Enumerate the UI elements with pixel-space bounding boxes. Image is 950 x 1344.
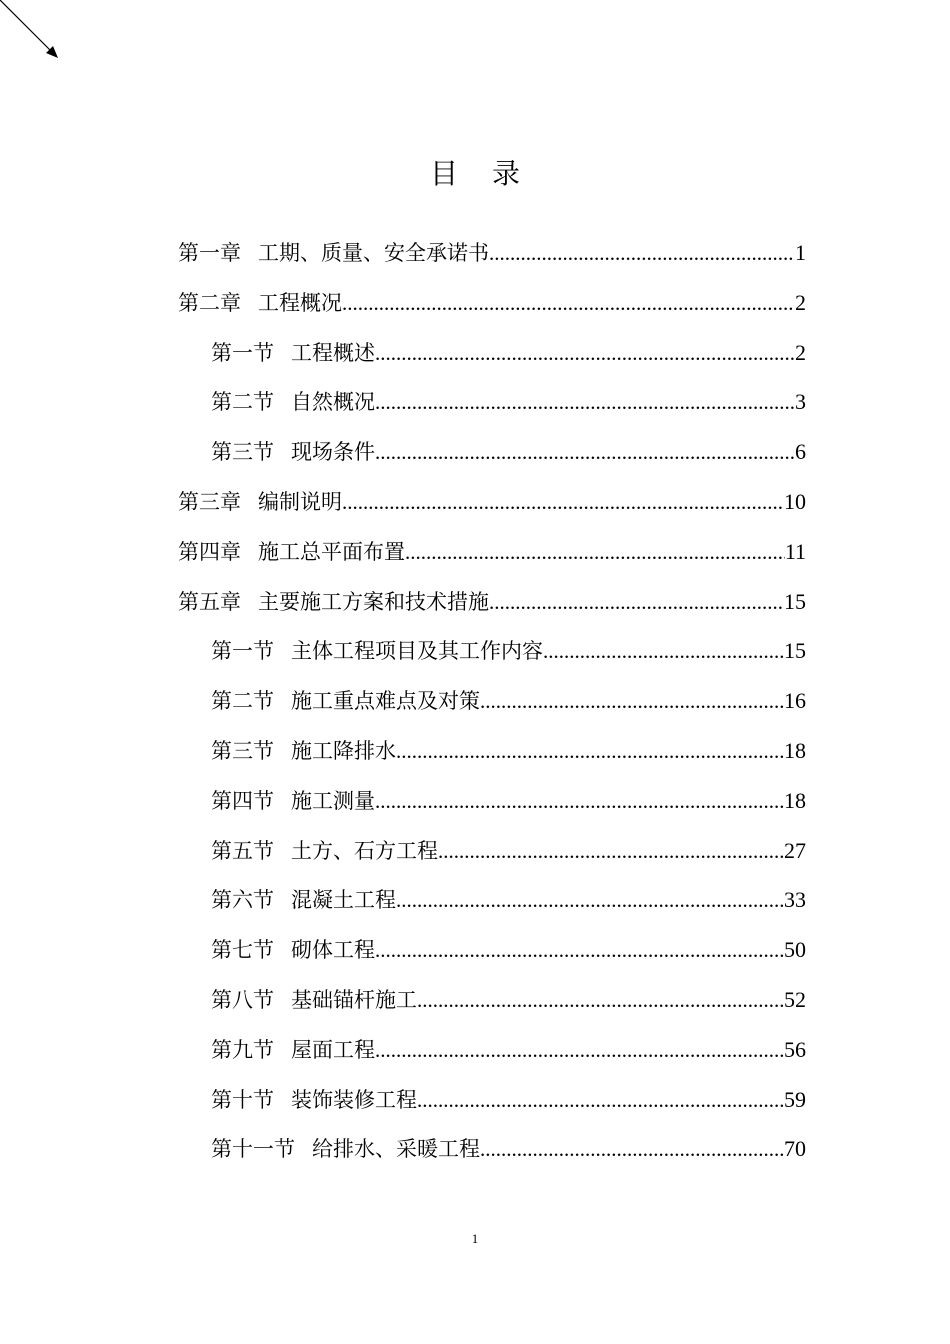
toc-page-number: 1 xyxy=(795,240,806,265)
toc-entry-number: 第十节 xyxy=(211,1087,274,1112)
toc-entry-title: 土方、石方工程 xyxy=(291,838,438,863)
toc-entry-title: 混凝土工程 xyxy=(291,888,396,913)
toc-page-number: 18 xyxy=(784,737,806,763)
toc-leader-dots xyxy=(375,329,795,378)
toc-leader-dots xyxy=(489,578,784,627)
toc-entry-title: 主要施工方案和技术措施 xyxy=(258,589,489,614)
toc-entry-number: 第七节 xyxy=(211,938,274,963)
toc-section-row[interactable] xyxy=(178,726,806,776)
page-title xyxy=(0,150,950,198)
title-char-2: 录 xyxy=(492,157,521,190)
toc-entry-title: 工程概况 xyxy=(258,290,342,315)
toc-page-number: 2 xyxy=(795,289,806,315)
toc-entry-number: 第十一节 xyxy=(211,1137,295,1162)
toc-page-number: 52 xyxy=(784,986,806,1012)
toc-leader-dots xyxy=(480,1125,784,1174)
toc-page-number: 10 xyxy=(784,488,806,514)
toc-leader-dots xyxy=(342,279,795,328)
toc-page-number: 70 xyxy=(784,1136,806,1162)
toc-entry-number: 第五节 xyxy=(211,838,274,863)
toc-page-number: 59 xyxy=(784,1086,806,1112)
toc-page-number: 27 xyxy=(784,837,806,863)
toc-section-row[interactable] xyxy=(178,1124,806,1174)
title-char-1: 目 xyxy=(429,157,458,190)
toc-entry-title: 砌体工程 xyxy=(291,938,375,963)
toc-entry-number: 第三节 xyxy=(211,738,274,763)
toc-section-row[interactable] xyxy=(178,826,806,876)
toc-page-number: 33 xyxy=(784,887,806,913)
toc-leader-dots xyxy=(396,876,784,925)
toc-entry-number: 第四章 xyxy=(178,539,241,564)
toc-page-number: 6 xyxy=(795,439,806,465)
toc-chapter-row[interactable] xyxy=(178,477,806,527)
toc-page-number: 15 xyxy=(784,588,806,614)
toc-entry-title: 给排水、采暖工程 xyxy=(312,1137,480,1162)
toc-section-row[interactable] xyxy=(178,1075,806,1125)
toc-section-row[interactable] xyxy=(178,626,806,676)
toc-entry-number: 第三节 xyxy=(211,440,274,465)
toc-leader-dots xyxy=(438,827,784,876)
toc-page-number: 16 xyxy=(784,688,806,714)
toc-entry-number: 第二章 xyxy=(178,290,241,315)
toc-entry-number: 第六节 xyxy=(211,888,274,913)
toc-entry-title: 屋面工程 xyxy=(291,1037,375,1062)
table-of-contents xyxy=(178,228,806,1174)
toc-leader-dots xyxy=(342,478,784,527)
toc-leader-dots xyxy=(396,727,784,776)
toc-leader-dots xyxy=(375,777,784,826)
toc-section-row[interactable] xyxy=(178,875,806,925)
toc-chapter-row[interactable] xyxy=(178,527,806,577)
toc-entry-number: 第四节 xyxy=(211,788,274,813)
toc-page-number: 11 xyxy=(784,538,806,564)
toc-page-number: 15 xyxy=(784,638,806,664)
toc-section-row[interactable] xyxy=(178,776,806,826)
toc-entry-title: 自然概况 xyxy=(291,390,375,415)
toc-section-row[interactable] xyxy=(178,975,806,1025)
toc-entry-number: 第五章 xyxy=(178,589,241,614)
toc-entry-title: 主体工程项目及其工作内容 xyxy=(291,639,543,664)
toc-page-number: 18 xyxy=(784,787,806,813)
toc-entry-number: 第二节 xyxy=(211,390,274,415)
toc-leader-dots xyxy=(489,229,795,278)
toc-page-number: 56 xyxy=(784,1036,806,1062)
toc-entry-title: 工期、质量、安全承诺书 xyxy=(258,241,489,265)
toc-entry-title: 装饰装修工程 xyxy=(291,1087,417,1112)
toc-entry-number: 第九节 xyxy=(211,1037,274,1062)
toc-section-row[interactable] xyxy=(178,377,806,427)
toc-page-number: 50 xyxy=(784,937,806,963)
toc-entry-number: 第三章 xyxy=(178,489,241,514)
toc-entry-title: 基础锚杆施工 xyxy=(291,987,417,1012)
toc-chapter-row[interactable] xyxy=(178,278,806,328)
toc-section-row[interactable] xyxy=(178,328,806,378)
toc-leader-dots xyxy=(405,528,785,577)
toc-chapter-row[interactable] xyxy=(178,577,806,627)
toc-page-number: 3 xyxy=(795,389,806,415)
toc-entry-title: 编制说明 xyxy=(258,489,342,514)
toc-section-row[interactable] xyxy=(178,1025,806,1075)
toc-entry-title: 施工总平面布置 xyxy=(258,539,405,564)
toc-section-row[interactable] xyxy=(178,925,806,975)
toc-entry-title: 施工测量 xyxy=(291,788,375,813)
toc-entry-number: 第一章 xyxy=(178,241,241,265)
toc-entry-title: 现场条件 xyxy=(291,440,375,465)
toc-entry-title: 工程概述 xyxy=(291,340,375,365)
toc-entry-title: 施工降排水 xyxy=(291,738,396,763)
toc-leader-dots xyxy=(417,976,784,1025)
toc-leader-dots xyxy=(375,926,784,975)
toc-entry-title: 施工重点难点及对策 xyxy=(291,689,480,714)
toc-leader-dots xyxy=(375,378,795,427)
toc-leader-dots xyxy=(480,677,784,726)
toc-entry-number: 第二节 xyxy=(211,689,274,714)
toc-section-row[interactable] xyxy=(178,427,806,477)
toc-leader-dots xyxy=(375,1026,784,1075)
toc-leader-dots xyxy=(417,1076,784,1125)
toc-entry-number: 第一节 xyxy=(211,639,274,664)
page-number: 1 xyxy=(471,1231,479,1246)
toc-section-row[interactable] xyxy=(178,676,806,726)
toc-leader-dots xyxy=(543,627,784,676)
toc-leader-dots xyxy=(375,428,795,477)
toc-chapter-row[interactable] xyxy=(178,228,806,278)
toc-page-number: 2 xyxy=(795,339,806,365)
toc-entry-number: 第八节 xyxy=(211,987,274,1012)
corner-arrow-icon xyxy=(0,0,64,64)
toc-entry-number: 第一节 xyxy=(211,340,274,365)
